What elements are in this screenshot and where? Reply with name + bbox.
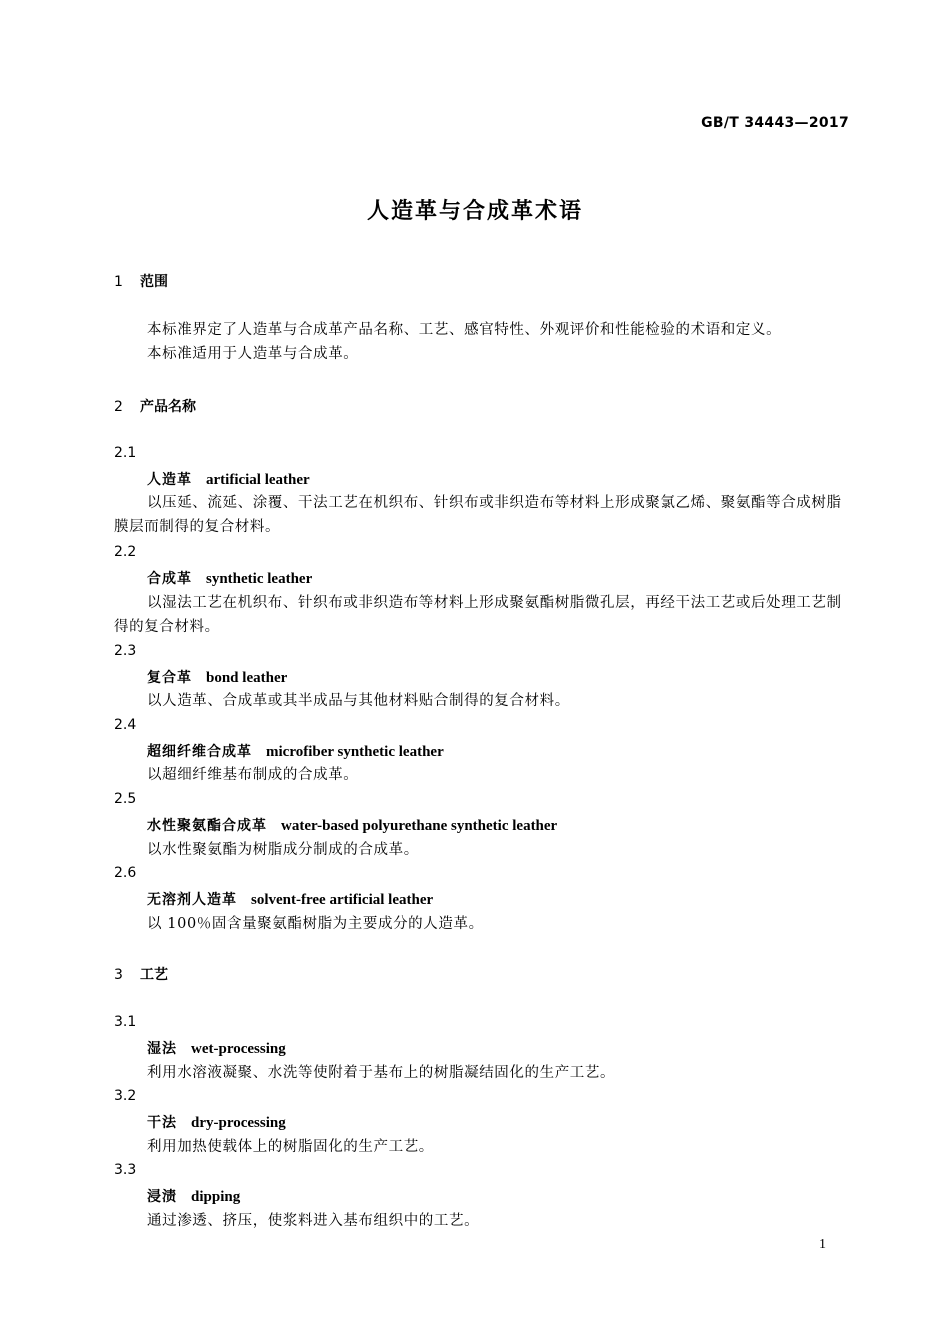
term-definition: 利用水溶液凝聚、水洗等使附着于基布上的树脂凝结固化的生产工艺。 (147, 1065, 616, 1081)
term-number: 3.2 (114, 1088, 137, 1104)
term-chinese: 水性聚氨酯合成革 (147, 818, 267, 834)
term-number: 2.4 (114, 717, 137, 733)
term-definition: 通过渗透、挤压，使浆料进入基布组织中的工艺。 (147, 1213, 480, 1229)
term-number: 2.1 (114, 445, 137, 461)
term-chinese: 超细纤维合成革 (147, 744, 252, 760)
term-heading (147, 667, 287, 687)
term-chinese: 浸渍 (147, 1189, 177, 1205)
term-definition: 利用加热使载体上的树脂固化的生产工艺。 (147, 1139, 434, 1155)
term-chinese: 干法 (147, 1115, 177, 1131)
term-heading (147, 1038, 286, 1058)
term-heading (147, 889, 433, 909)
page-number: 1 (819, 1237, 826, 1252)
term-definition: 以湿法工艺在机织布、针织布或非织造布等材料上形成聚氨酯树脂微孔层，再经干法工艺或后处理工艺制得的复合材料。 (114, 595, 842, 635)
paragraph: 本标准界定了人造革与合成革产品名称、工艺、感官特性、外观评价和性能检验的术语和定义。 (147, 322, 782, 338)
term-number: 2.5 (114, 791, 137, 807)
term-chinese: 合成革 (147, 571, 192, 587)
term-english: artificial leather (206, 472, 310, 488)
term-heading (147, 815, 557, 835)
term-definition: 以水性聚氨酯为树脂成分制成的合成革。 (147, 842, 419, 858)
term-chinese: 无溶剂人造革 (147, 892, 237, 908)
term-english: dry-processing (191, 1115, 286, 1131)
document-title: 人造革与合成革术语 (366, 199, 583, 224)
term-english: synthetic leather (206, 571, 313, 587)
standard-code: GB/T 34443—2017 (701, 115, 849, 131)
term-english: bond leather (206, 670, 288, 686)
section-heading (114, 396, 196, 416)
section-heading (114, 271, 168, 291)
paragraph: 本标准适用于人造革与合成革。 (147, 346, 359, 362)
section-number: 1 (114, 274, 123, 290)
term-english: solvent-free artificial leather (251, 892, 434, 908)
section-heading (114, 964, 168, 984)
term-chinese: 湿法 (147, 1041, 177, 1057)
term-heading (147, 469, 310, 489)
term-heading (147, 1112, 286, 1132)
term-number: 2.6 (114, 865, 137, 881)
term-heading (147, 568, 312, 588)
term-number: 2.3 (114, 643, 137, 659)
term-definition: 以压延、流延、涂覆、干法工艺在机织布、针织布或非织造布等材料上形成聚氯乙烯、聚氨酯等合成树脂膜层而制得的复合材料。 (114, 495, 842, 535)
section-title: 范围 (140, 274, 168, 290)
term-number: 2.2 (114, 544, 137, 560)
term-english: wet-processing (191, 1041, 286, 1057)
term-english: microfiber synthetic leather (266, 744, 444, 760)
term-number: 3.1 (114, 1014, 137, 1030)
section-title: 产品名称 (140, 399, 196, 415)
term-heading (147, 1186, 240, 1206)
term-definition: 以 100％固含量聚氨酯树脂为主要成分的人造革。 (147, 916, 484, 932)
term-definition: 以超细纤维基布制成的合成革。 (147, 767, 359, 783)
term-heading (147, 741, 444, 761)
section-number: 3 (114, 967, 123, 983)
term-number: 3.3 (114, 1162, 137, 1178)
term-chinese: 复合革 (147, 670, 192, 686)
term-english: dipping (191, 1189, 241, 1205)
term-english: water-based polyurethane synthetic leather (281, 818, 558, 834)
term-definition: 以人造革、合成革或其半成品与其他材料贴合制得的复合材料。 (147, 693, 570, 709)
section-title: 工艺 (140, 967, 168, 983)
term-chinese: 人造革 (147, 472, 192, 488)
section-number: 2 (114, 399, 123, 415)
